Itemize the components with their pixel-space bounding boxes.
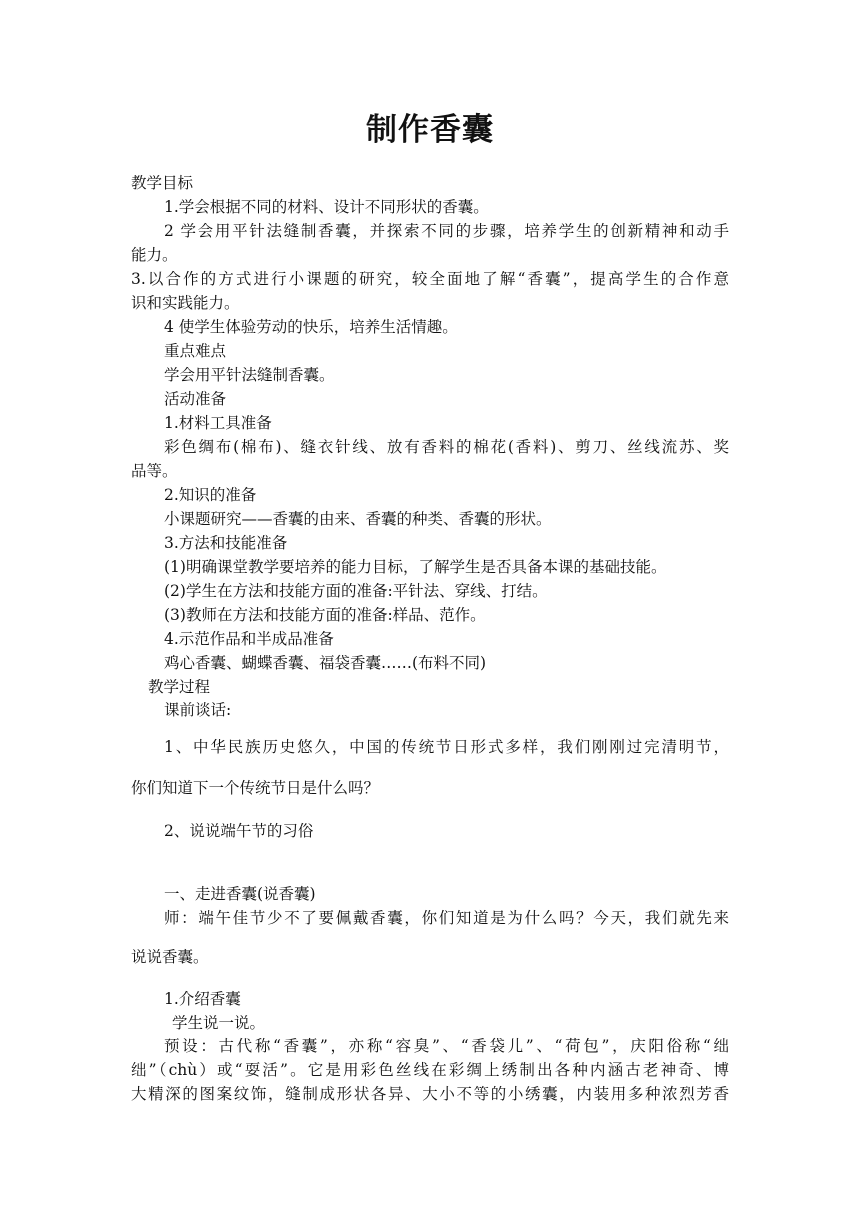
preset-line-2: 绌”（chù）或“耍活”。它是用彩色丝线在彩绸上绣制出各种内涵古老神奇、博 [131, 1061, 729, 1079]
prep-1-text: 彩色绸布(棉布)、缝衣针线、放有香料的棉花(香料)、剪刀、丝线流苏、奖 [164, 438, 729, 456]
talk-item-1-cont: 你们知道下一个传统节日是什么吗？ [131, 779, 380, 797]
prep-3-item-2: (2)学生在方法和技能方面的准备:平针法、穿线、打结。 [164, 582, 548, 600]
talk-item-1: 1、中华民族历史悠久，中国的传统节日形式多样，我们刚刚过完清明节， [164, 738, 729, 756]
students-say: 学生说一说。 [172, 1014, 266, 1032]
prep-1-title: 1.材料工具准备 [164, 414, 272, 432]
preset-line-3: 大精深的图案纹饰，缝制成形状各异、大小不等的小绣囊，内装用多种浓烈芳香 [131, 1085, 729, 1103]
key-difficulty-text: 学会用平针法缝制香囊。 [164, 366, 335, 384]
talk-item-2: 2、说说端午节的习俗 [164, 822, 314, 840]
goal-2: 2 学会用平针法缝制香囊，并探索不同的步骤，培养学生的创新精神和动手 [164, 222, 729, 240]
goal-2-cont: 能力。 [131, 246, 178, 264]
heading-teaching-goals: 教学目标 [131, 174, 194, 192]
goal-4: 4 使学生体验劳动的快乐，培养生活情趣。 [164, 318, 458, 336]
prep-2-title: 2.知识的准备 [164, 486, 257, 504]
section-1-title: 一、走进香囊(说香囊) [164, 885, 316, 903]
prep-3-title: 3.方法和技能准备 [164, 534, 288, 552]
heading-teaching-process: 教学过程 [148, 678, 211, 696]
goal-1: 1.学会根据不同的材料、设计不同形状的香囊。 [164, 198, 489, 216]
prep-4-text: 鸡心香囊、蝴蝶香囊、福袋香囊……(布料不同) [164, 654, 487, 672]
prep-3-item-1: (1)明确课堂教学要培养的能力目标，了解学生是否具备本课的基础技能。 [164, 558, 667, 576]
heading-activity-prep: 活动准备 [164, 390, 227, 408]
pre-class-talk: 课前谈话: [164, 701, 232, 719]
intro-title: 1.介绍香囊 [164, 990, 241, 1008]
teacher-line-cont: 说说香囊。 [131, 948, 209, 966]
heading-key-difficulties: 重点难点 [164, 342, 227, 360]
prep-1-text-cont: 品等。 [131, 462, 178, 480]
goal-3: 3.以合作的方式进行小课题的研究，较全面地了解“香囊”，提高学生的合作意 [131, 270, 729, 288]
preset-line-1: 预设：古代称“香囊”，亦称“容臭”、“香袋儿”、“荷包”，庆阳俗称“绌 [164, 1037, 729, 1055]
goal-3-cont: 识和实践能力。 [131, 294, 240, 312]
teacher-line: 师：端午佳节少不了要佩戴香囊，你们知道是为什么吗？今天，我们就先来 [164, 909, 729, 927]
page-title: 制作香囊 [366, 112, 494, 148]
prep-2-text: 小课题研究——香囊的由来、香囊的种类、香囊的形状。 [164, 510, 552, 528]
prep-3-item-3: (3)教师在方法和技能方面的准备:样品、范作。 [164, 606, 486, 624]
prep-4-title: 4.示范作品和半成品准备 [164, 630, 334, 648]
